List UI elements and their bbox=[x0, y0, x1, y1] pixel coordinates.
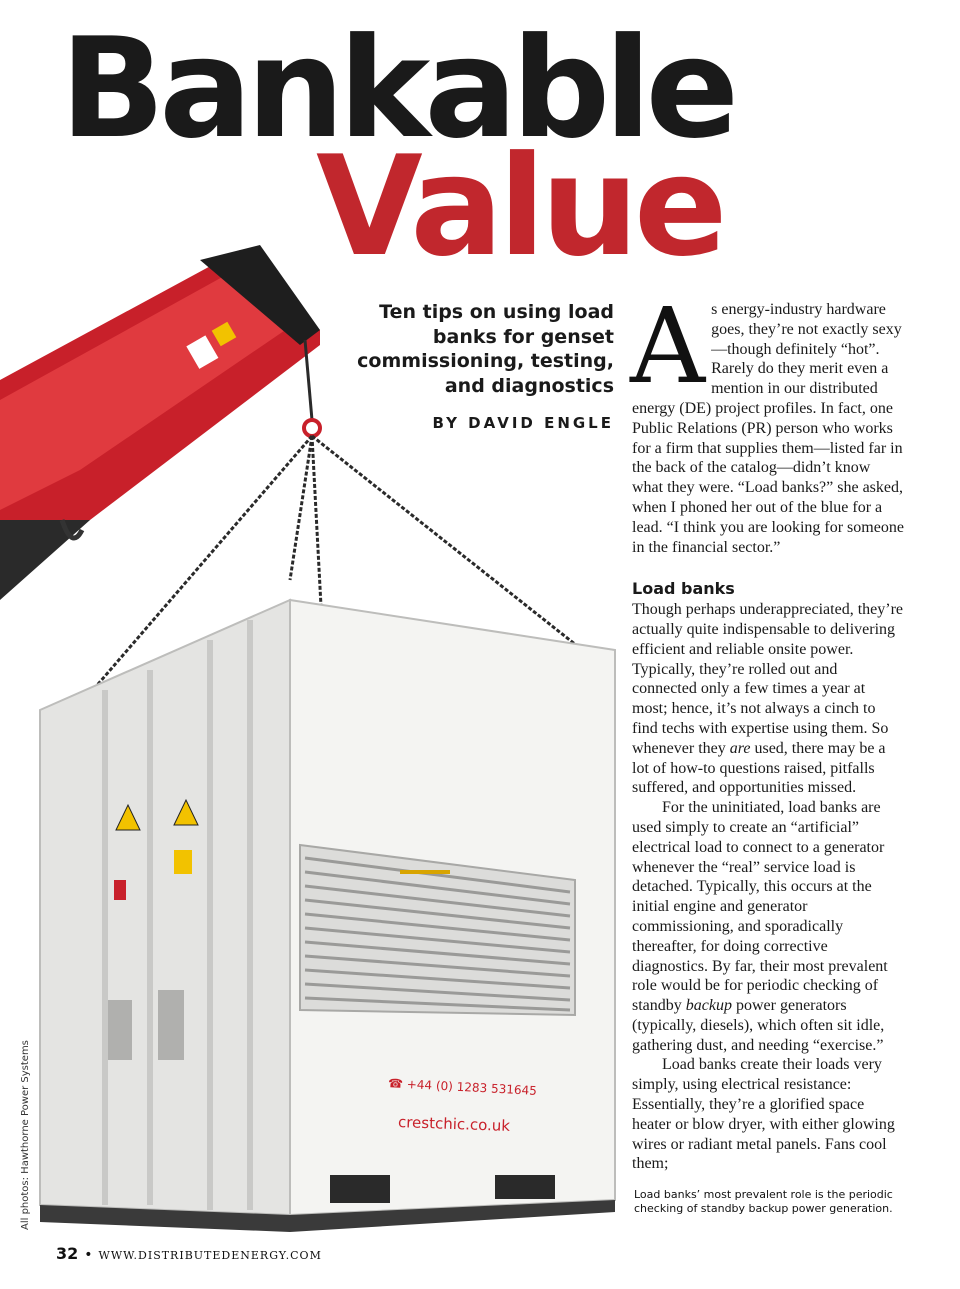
headline-line-2: Value bbox=[316, 126, 723, 287]
paragraph-2-text-b: power generators (typically, diesels), which often sit idle, gathering dust, and needing “exercise.” bbox=[632, 997, 885, 1054]
article-body bbox=[630, 285, 904, 1174]
footer-url[interactable]: WWW.DISTRIBUTEDENERGY.COM bbox=[98, 1249, 322, 1262]
subhead-load-banks: Load banks bbox=[632, 579, 735, 599]
load-bank-container bbox=[40, 600, 615, 1232]
page-number: 32 bbox=[56, 1244, 79, 1263]
photo-credit: All photos: Hawthorne Power Systems bbox=[20, 1040, 31, 1230]
paragraph-1 bbox=[632, 600, 904, 798]
headline-line-1: Bankable bbox=[60, 8, 734, 169]
intro-paragraph bbox=[630, 285, 904, 557]
paragraph-3: Load banks create their loads very simply, using electrical resistance: Essentially, they’re a glorified space heater or blow dryer, with either glowing wires or radiant metal panels. Fans cool them; bbox=[632, 1056, 895, 1173]
paragraph-1-text-b: used, there may be a lot of how-to questions raised, pitfalls suffered, and opportunities missed. bbox=[632, 739, 886, 797]
paragraph-2-text-a: For the uninitiated, load banks are used simply to create an “artificial” electrical load to connect to a generator whenever the “real” service load is detached. Typically, this occurs at the initial engine and generator commissioning, and sporadically thereafter, for doing corrective diagnostics. By far, their most prevalent role would be for periodic checking of standby bbox=[632, 799, 888, 1015]
article-deck: Ten tips on using load banks for genset commissioning, testing, and diagnostics bbox=[357, 301, 614, 398]
intro-text: s energy-industry hardware goes, they’re not exactly sexy—though definitely “hot”. Rarely do they merit even a mention in our distributed energy (DE) project profiles. In fact, one Public Relations (PR) person who works for a firm that supplies them—listed far in the back of the catalog—didn’t know what they were. “Load banks?” she asked, when I phoned her out of the blue for a lead. “I think you are looking for someone in the financial sector.” bbox=[632, 301, 904, 556]
paragraph-1-text-a: Though perhaps underappreciated, they’re actually quite indispensable to delivering efficient and reliable onsite power. Typically, they’re rolled out and connected only a few times a year at most; hence, it’s not always a cinch to find techs with expertise using them. So whenever they bbox=[632, 601, 903, 757]
drop-cap: A bbox=[630, 285, 706, 407]
photo-caption: Load banks’ most prevalent role is the periodic checking of standby backup power generation. bbox=[634, 1188, 893, 1215]
crane-arm bbox=[0, 245, 320, 600]
page-footer bbox=[56, 1244, 322, 1263]
paragraph-1-emphasis: are bbox=[729, 739, 751, 757]
container-phone: ☎ +44 (0) 1283 531645 bbox=[387, 1076, 538, 1098]
container-website: crestchic.co.uk bbox=[397, 1113, 511, 1135]
paragraph-2 bbox=[632, 798, 904, 1055]
bullet-separator: • bbox=[84, 1247, 93, 1263]
byline: BY DAVID ENGLE bbox=[432, 414, 614, 432]
paragraph-2-emphasis: backup bbox=[685, 997, 732, 1015]
